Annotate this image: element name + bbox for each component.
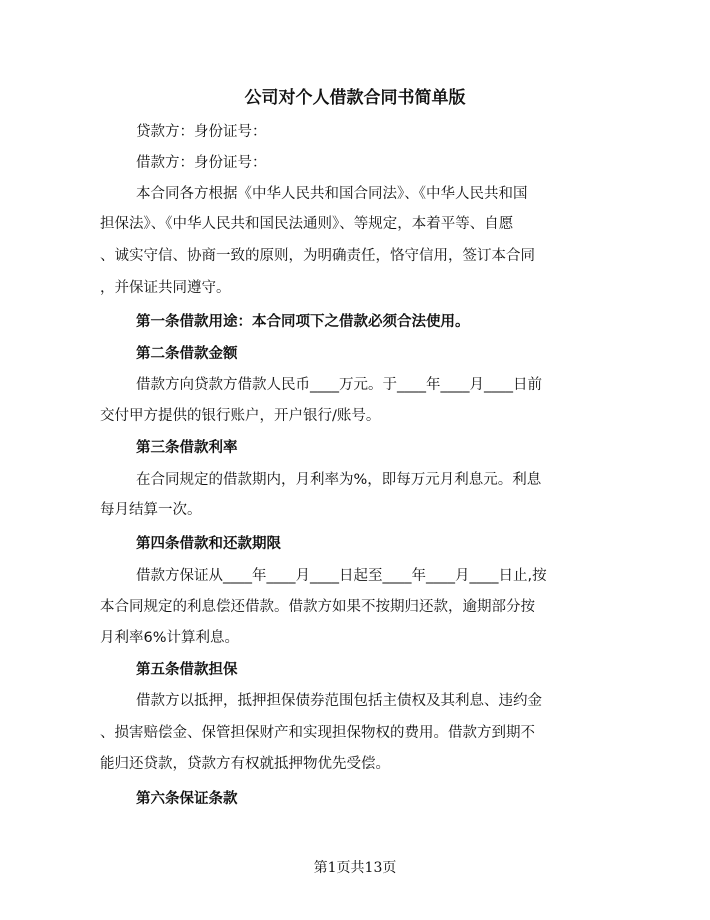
article-5-line-2: 、损害赔偿金、保管担保财产和实现担保物权的费用。借款方到期不 (100, 725, 535, 741)
article-2-line-2: 交付甲方提供的银行账户，开户银行/账号。 (100, 408, 381, 424)
article-3-line-1: 在合同规定的借款期内，月利率为%，即每万元月利息元。利息 (136, 472, 542, 488)
preamble-line-4: ，并保证共同遵守。 (100, 280, 231, 296)
article-3-heading: 第三条借款利率 (136, 440, 238, 456)
preamble-line-3: 、诚实守信、协商一致的原则，为明确责任，恪守信用，签订本合同 (100, 248, 535, 264)
article-1-heading: 第一条借款用途：本合同项下之借款必须合法使用。 (136, 314, 470, 330)
article-2-line-1: 借款方向贷款方借款人民币____万元。于____年____月____日前 (136, 377, 542, 393)
article-5-line-3: 能归还贷款，贷款方有权就抵押物优先受偿。 (100, 756, 390, 772)
article-4-line-3: 月利率6%计算利息。 (100, 630, 240, 646)
borrower-id-line: 借款方：身份证号： (136, 155, 267, 171)
article-5-heading: 第五条借款担保 (136, 662, 238, 678)
article-4-line-2: 本合同规定的利息偿还借款。借款方如果不按期归还款，逾期部分按 (100, 599, 535, 615)
article-2-heading: 第二条借款金额 (136, 346, 238, 362)
article-4-line-1: 借款方保证从____年____月____日起至____年____月____日止,按 (136, 568, 547, 584)
page-number: 第1页共13页 (313, 860, 397, 876)
document-title: 公司对个人借款合同书简单版 (244, 88, 466, 108)
preamble-line-2: 担保法》、《中华人民共和国民法通则》、等规定，本着平等、自愿 (100, 216, 514, 232)
preamble-line-1: 本合同各方根据《中华人民共和国合同法》、《中华人民共和国 (136, 186, 528, 202)
article-4-heading: 第四条借款和还款期限 (136, 536, 281, 552)
article-5-line-1: 借款方以抵押，抵押担保债券范围包括主债权及其利息、违约金 (136, 693, 542, 709)
article-3-line-2: 每月结算一次。 (100, 502, 202, 518)
lender-id-line: 贷款方：身份证号： (136, 124, 267, 140)
article-6-heading: 第六条保证条款 (136, 791, 238, 807)
